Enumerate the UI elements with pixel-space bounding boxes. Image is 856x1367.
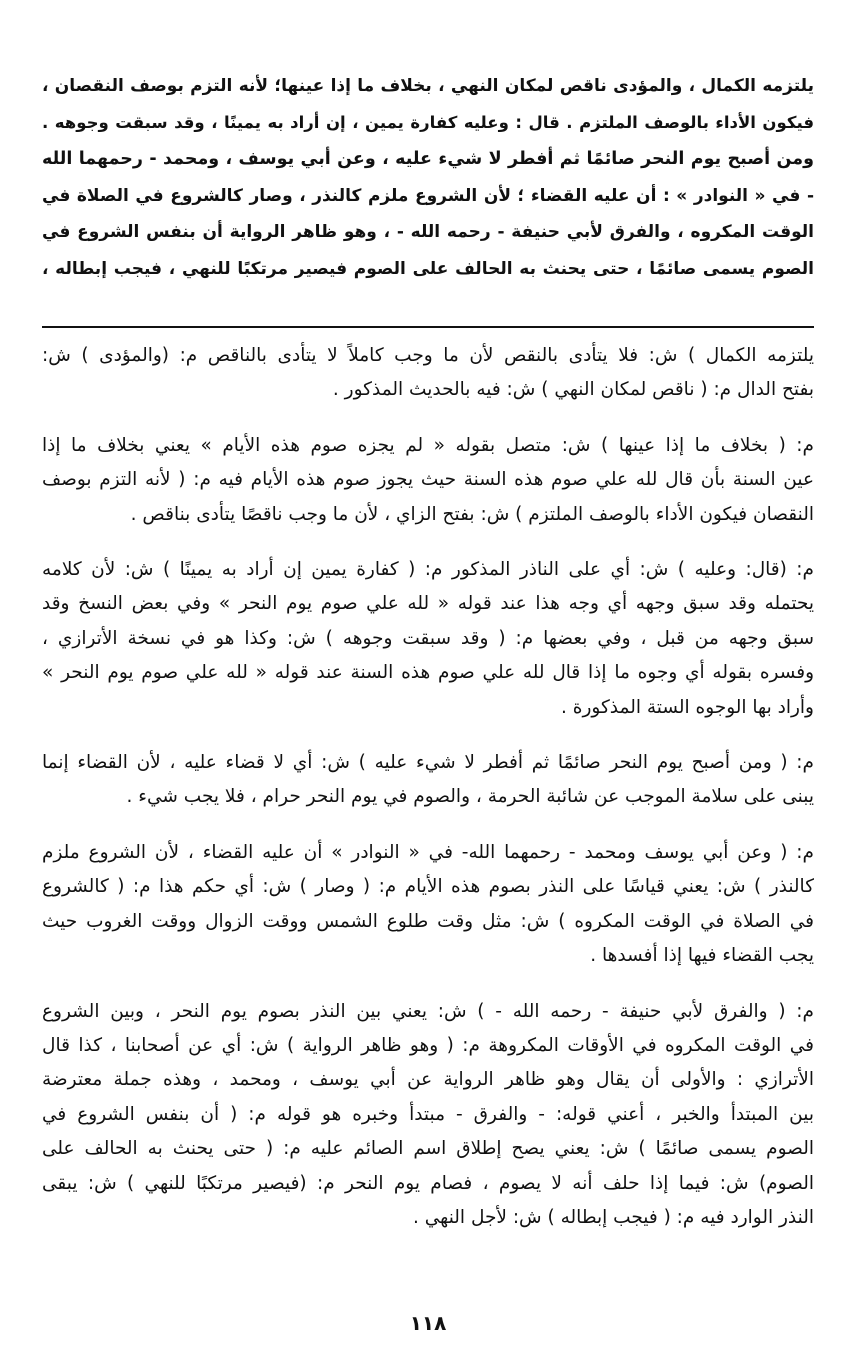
main-text-line: ومن أصبح يوم النحر صائمًا ثم أفطر لا شيء عليه ، وعن أبي يوسف ، ومحمد - رحمهما الله	[42, 149, 814, 170]
main-text-line: الصوم يسمى صائمًا ، حتى يحنث به الحالف على الصوم فيصير مرتكبًا للنهي ، فيجب إبطاله ،	[42, 258, 814, 279]
commentary-line: م: ( وعن أبي يوسف ومحمد - رحمهما الله- في « النوادر » أن عليه القضاء ، لأن الشروع ملزم	[42, 841, 814, 863]
commentary-line: الصوم يسمى صائمًا ) ش: يعني يصح إطلاق اسم الصائم عليه م: ( حتى يحنث به الحالف على	[42, 1138, 814, 1160]
separator-rule	[42, 326, 814, 328]
commentary-line: كالنذر ) ش: يعني قياسًا على النذر بصوم هذه الأيام م: ( وصار ) ش: أي حكم هذا م: ( كالشروع	[42, 876, 814, 898]
commentary-paragraph	[42, 429, 814, 532]
commentary-line: الأترازي : والأولى أن يقال وهو ظاهر الرواية عن أبي يوسف ، ومحمد ، وهذه جملة معترضة	[42, 1069, 814, 1091]
commentary-line: يحتمله وقد سبق وجهه أي وجه هذا عند قوله « لله علي صوم يوم النحر » وفي بعض النسخ وقد	[42, 593, 814, 615]
main-text-line: يلتزمه الكمال ، والمؤدى ناقص لمكان النهي ، بخلاف ما إذا عينها؛ لأنه التزم بوصف النقصان ،	[42, 76, 814, 96]
main-text-block	[42, 68, 814, 288]
commentary-line: م: ( والفرق لأبي حنيفة - رحمه الله - ) ش: يعني بين النذر بصوم يوم النحر ، وبين الشروع	[42, 1000, 814, 1022]
main-text-line: فيكون الأداء بالوصف الملتزم . قال : وعليه كفارة يمين ، إن أراد به يمينًا ، وقد سبقت وجوهه .	[42, 112, 814, 132]
commentary-paragraph	[42, 553, 814, 725]
commentary-block	[42, 339, 814, 1256]
commentary-line: في الوقت المكروه في الأوقات المكروهة م: ( وهو ظاهر الرواية ) ش: أي عن أصحابنا ، كذا قال	[42, 1034, 814, 1056]
commentary-line: النذر الوارد فيه م: ( فيجب إبطاله ) ش: لأجل النهي .	[413, 1206, 814, 1228]
commentary-line: يجب القضاء فيها إذا أفسدها .	[590, 945, 814, 967]
commentary-line: م: (قال: وعليه ) ش: أي على الناذر المذكور م: ( كفارة يمين إن أراد به يمينًا ) ش: لأن كلامه	[42, 559, 814, 581]
commentary-paragraph	[42, 836, 814, 974]
commentary-line: الصوم) ش: فيما إذا حلف أنه لا يصوم ، فصام يوم النحر م: (فيصير مرتكبًا للنهي ) ش: يبقى	[42, 1172, 814, 1194]
main-text-line: - في « النوادر » : أن عليه القضاء ؛ لأن الشروع ملزم كالنذر ، وصار كالشروع في الصلاة في	[42, 185, 814, 206]
commentary-paragraph	[42, 746, 814, 815]
commentary-line: م: ( ومن أصبح يوم النحر صائمًا ثم أفطر لا شيء عليه ) ش: أي لا قضاء عليه ، لأن القضاء إنما	[42, 752, 814, 774]
main-text-line: الوقت المكروه ، والفرق لأبي حنيفة - رحمه الله - ، وهو ظاهر الرواية أن بنفس الشروع في	[42, 222, 814, 243]
commentary-line: النقصان فيكون الأداء بالوصف الملتزم ) ش: بفتح الزاي ، لأن ما وجب ناقصًا يتأدى بناقص .	[130, 503, 814, 525]
commentary-line: بين المبتدأ والخبر ، أعني قوله: - والفرق - مبتدأ وخبره هو قوله م: ( أن بنفس الشروع في	[42, 1103, 814, 1125]
commentary-line: في الصلاة في الوقت المكروه ) ش: مثل وقت طلوع الشمس ووقت الزوال ووقت الغروب حيث	[42, 910, 814, 932]
commentary-line: بفتح الدال م: ( ناقص لمكان النهي ) ش: فيه بالحديث المذكور .	[332, 379, 814, 401]
commentary-line: سبق وجهه من قبل ، وفي بعضها م: ( وقد سبقت وجوهه ) ش: وكذا هو في نسخة الأترازي ،	[42, 627, 814, 649]
commentary-line: وأراد بها الوجوه الستة المذكورة .	[561, 696, 814, 718]
commentary-line: يبنى على سلامة الموجب عن شائبة الحرمة ، والصوم في يوم النحر حرام ، فلا يجب شيء .	[126, 786, 814, 808]
commentary-paragraph	[42, 995, 814, 1236]
commentary-paragraph	[42, 339, 814, 408]
page-number: ١١٨	[409, 1311, 447, 1335]
commentary-line: م: ( بخلاف ما إذا عينها ) ش: متصل بقوله « لم يجزه صوم هذه الأيام » يعني بخلاف ما إذا	[42, 434, 814, 456]
commentary-line: وفسره بقوله أي وجوه ما إذا قال لله علي صوم هذه السنة عند قوله « لله علي صوم يوم النحر »	[42, 662, 814, 684]
commentary-line: عين السنة بأن قال لله علي صوم هذه السنة حيث يجوز صوم هذه الأيام فيه م: ( لأنه التزم بوصف	[42, 469, 814, 491]
commentary-line: يلتزمه الكمال ) ش: فلا يتأدى بالنقص لأن ما وجب كاملاً لا يتأدى بالناقص م: (والمؤدى ) ش:	[42, 345, 814, 366]
